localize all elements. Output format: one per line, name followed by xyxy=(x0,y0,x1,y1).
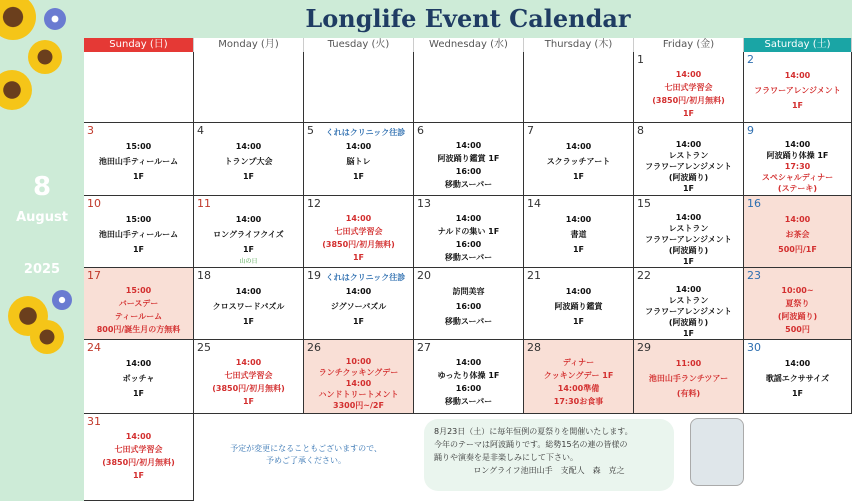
event-text xyxy=(84,284,193,336)
event-text xyxy=(304,284,413,329)
event-line: 七田式学習会 xyxy=(114,445,163,454)
event-line: (阿波踊り) xyxy=(668,246,709,255)
event-line: 17:30 xyxy=(784,162,811,171)
day-cell-21[interactable] xyxy=(524,268,634,340)
event-line: 15:00 xyxy=(125,215,152,224)
event-line: レストラン xyxy=(668,151,709,160)
event-line: 1F xyxy=(682,329,695,338)
weekday-friday: Friday (金) xyxy=(634,38,744,52)
day-cell-29[interactable] xyxy=(634,340,744,414)
day-number: 26 xyxy=(307,341,321,354)
day-cell-22[interactable] xyxy=(634,268,744,340)
event-line: 七田式学習会 xyxy=(664,83,713,92)
event-line: レストラン xyxy=(668,224,709,233)
weekday-wednesday: Wednesday (水) xyxy=(414,38,524,52)
event-text xyxy=(524,139,633,184)
day-cell-6[interactable] xyxy=(414,123,524,196)
weekday-tuesday: Tuesday (火) xyxy=(304,38,414,52)
message-line: 今年のテーマは阿波踊りです。総勢15名の連の皆様の xyxy=(434,440,628,449)
event-line: 500円/1F xyxy=(778,245,817,254)
event-line: 14:00 xyxy=(235,358,262,367)
event-line: 10:00~ xyxy=(781,286,814,295)
day-number: 10 xyxy=(87,197,101,210)
event-line: クロスワードパズル xyxy=(212,302,285,311)
event-line: フラワーアレンジメント xyxy=(754,86,841,95)
event-text xyxy=(524,284,633,329)
event-line: 1F xyxy=(572,172,585,181)
event-line: スペシャルディナー xyxy=(761,173,834,182)
event-line: ディナー xyxy=(562,358,595,367)
weekday-sunday: Sunday (日) xyxy=(84,38,194,52)
day-number: 22 xyxy=(637,269,651,282)
event-line: フラワーアレンジメント xyxy=(645,235,732,244)
day-number: 6 xyxy=(417,124,424,137)
event-line: (3850円/初月無料) xyxy=(212,384,285,393)
event-line: 移動スーパー xyxy=(444,253,493,262)
manager-photo xyxy=(690,418,744,486)
blue-flower-icon xyxy=(44,8,66,30)
event-text xyxy=(414,212,523,264)
day-cell-20[interactable] xyxy=(414,268,524,340)
event-line: 1F xyxy=(132,389,145,398)
event-text xyxy=(304,212,413,264)
event-line: 16:00 xyxy=(455,384,482,393)
event-line: 17:30お食事 xyxy=(553,397,604,406)
event-line: 14:00準備 xyxy=(557,384,600,393)
event-line: 歌謡エクササイズ xyxy=(765,374,830,383)
weekday-monday: Monday (月) xyxy=(194,38,304,52)
weekday-thursday: Thursday (木) xyxy=(524,38,634,52)
day-number: 29 xyxy=(637,341,651,354)
day-cell-16[interactable] xyxy=(744,196,852,268)
day-number: 7 xyxy=(527,124,534,137)
event-line: 14:00 xyxy=(345,142,372,151)
day-number: 21 xyxy=(527,269,541,282)
event-line: ハンドトリートメント xyxy=(318,390,399,399)
empty-cell xyxy=(744,414,852,501)
empty-cell xyxy=(84,52,194,123)
day-cell-10[interactable] xyxy=(84,196,194,268)
day-number: 1 xyxy=(637,53,644,66)
change-note-line: 予めご了承ください。 xyxy=(266,456,346,465)
event-text xyxy=(414,284,523,329)
event-text xyxy=(634,212,743,267)
day-number: 17 xyxy=(87,269,101,282)
event-line: 訪問美容 xyxy=(452,287,485,296)
event-line: (阿波踊り) xyxy=(668,318,709,327)
event-line: 池田山手ランチツアー xyxy=(648,374,729,383)
event-text xyxy=(84,356,193,401)
message-line: 8月23日（土）に毎年恒例の夏祭りを開催いたします。 xyxy=(434,427,633,436)
event-text xyxy=(194,284,303,329)
event-line: レストラン xyxy=(668,296,709,305)
event-line: (ステーキ) xyxy=(777,184,818,193)
weekday-saturday: Saturday (土) xyxy=(744,38,852,52)
day-number: 4 xyxy=(197,124,204,137)
day-number: 27 xyxy=(417,341,431,354)
event-text xyxy=(414,139,523,191)
day-cell-25[interactable] xyxy=(194,340,304,414)
event-line: 11:00 xyxy=(675,359,702,368)
event-line: スクラッチアート xyxy=(546,157,611,166)
event-text xyxy=(634,356,743,401)
event-text xyxy=(84,430,193,482)
event-text xyxy=(744,212,851,257)
event-line: 七田式学習会 xyxy=(224,371,273,380)
event-line: フラワーアレンジメント xyxy=(645,307,732,316)
event-line: 14:00 xyxy=(125,432,152,441)
event-line: 1F xyxy=(242,172,255,181)
event-line: 14:00 xyxy=(345,214,372,223)
event-line: 14:00 xyxy=(784,140,811,149)
day-number: 31 xyxy=(87,415,101,428)
event-line: バースデー xyxy=(118,299,159,308)
event-line: (有料) xyxy=(676,389,701,398)
event-line: 1F xyxy=(132,245,145,254)
empty-cell xyxy=(414,52,524,123)
event-line: 1F xyxy=(352,253,365,262)
event-line: 1F xyxy=(682,257,695,266)
day-number: 2 xyxy=(747,53,754,66)
event-line: 1F xyxy=(132,172,145,181)
clinic-note: くれはクリニック往診 xyxy=(325,128,406,137)
day-cell-23[interactable] xyxy=(744,268,852,340)
day-cell-13[interactable] xyxy=(414,196,524,268)
sunflower-icon xyxy=(30,320,64,354)
event-line: 14:00 xyxy=(235,142,262,151)
event-line: ナルドの集い 1F xyxy=(437,227,500,236)
empty-cell xyxy=(194,52,304,123)
day-number: 9 xyxy=(747,124,754,137)
event-line: 夏祭り xyxy=(785,299,810,308)
day-cell-18[interactable] xyxy=(194,268,304,340)
day-cell-7[interactable] xyxy=(524,123,634,196)
event-line: 1F xyxy=(242,397,255,406)
day-cell-19[interactable] xyxy=(304,268,414,340)
event-text xyxy=(744,68,851,113)
event-line: 1F xyxy=(682,184,695,193)
event-line: ランチクッキングデー xyxy=(318,368,399,377)
event-line: 1F xyxy=(132,471,145,480)
day-number: 30 xyxy=(747,341,761,354)
empty-cell xyxy=(304,52,414,123)
clinic-note: くれはクリニック往診 xyxy=(325,273,406,282)
event-line: 阿波踊り鑑賞 1F xyxy=(437,154,500,163)
day-cell-1[interactable] xyxy=(634,52,744,123)
event-line: ジグソーパズル xyxy=(330,302,387,311)
event-line: (阿波踊り) xyxy=(777,312,818,321)
event-line: 書道 xyxy=(570,230,587,239)
event-text xyxy=(194,356,303,408)
event-line: 1F xyxy=(242,245,255,254)
day-cell-4[interactable] xyxy=(194,123,304,196)
day-number: 16 xyxy=(747,197,761,210)
event-line: 七田式学習会 xyxy=(334,227,383,236)
event-text xyxy=(524,212,633,257)
event-line: 移動スーパー xyxy=(444,317,493,326)
event-line: 1F xyxy=(791,101,804,110)
event-line: 15:00 xyxy=(125,142,152,151)
day-number: 20 xyxy=(417,269,431,282)
day-cell-28[interactable] xyxy=(524,340,634,414)
holiday-label: 山の日 xyxy=(239,258,258,265)
event-line: 14:00 xyxy=(675,140,702,149)
event-text xyxy=(744,356,851,401)
event-line: 1F xyxy=(242,317,255,326)
event-line: 14:00 xyxy=(455,141,482,150)
event-line: クッキングデー 1F xyxy=(543,371,614,380)
event-line: 14:00 xyxy=(565,287,592,296)
event-line: 1F xyxy=(352,317,365,326)
event-line: フラワーアレンジメント xyxy=(645,162,732,171)
day-cell-5[interactable] xyxy=(304,123,414,196)
event-text xyxy=(304,139,413,184)
event-line: 池田山手ティールーム xyxy=(98,157,179,166)
side-month: August xyxy=(16,210,68,225)
event-line: 1F xyxy=(352,172,365,181)
day-number: 13 xyxy=(417,197,431,210)
day-number: 19 xyxy=(307,269,321,282)
day-cell-2[interactable] xyxy=(744,52,852,123)
sunflower-icon xyxy=(0,0,36,40)
page-title: Longlife Event Calendar xyxy=(84,0,852,38)
message-bubble xyxy=(424,419,674,491)
event-line: 500円 xyxy=(785,325,810,334)
day-cell-9[interactable] xyxy=(744,123,852,196)
day-number: 14 xyxy=(527,197,541,210)
event-line: 1F xyxy=(791,389,804,398)
event-text xyxy=(194,212,303,257)
day-number: 5 xyxy=(307,124,314,137)
event-line: 移動スーパー xyxy=(444,180,493,189)
day-number: 11 xyxy=(197,197,211,210)
day-cell-3[interactable] xyxy=(84,123,194,196)
event-line: 14:00 xyxy=(235,287,262,296)
event-line: 14:00 xyxy=(784,359,811,368)
event-line: 1F xyxy=(572,317,585,326)
message-signature: ロングライフ池田山手 支配人 森 克之 xyxy=(473,466,625,475)
day-number: 24 xyxy=(87,341,101,354)
side-decoration xyxy=(0,0,84,501)
event-line: 14:00 xyxy=(125,359,152,368)
event-line: 14:00 xyxy=(675,70,702,79)
day-cell-15[interactable] xyxy=(634,196,744,268)
change-note xyxy=(196,443,416,467)
event-line: 14:00 xyxy=(455,358,482,367)
event-line: 14:00 xyxy=(784,71,811,80)
event-line: 3300円~/2F xyxy=(333,401,384,410)
event-line: 14:00 xyxy=(675,213,702,222)
event-line: 14:00 xyxy=(345,287,372,296)
side-day: 8 xyxy=(32,172,52,202)
event-text xyxy=(304,356,413,411)
event-line: 16:00 xyxy=(455,167,482,176)
event-text xyxy=(634,68,743,120)
event-line: 池田山手ティールーム xyxy=(98,230,179,239)
event-line: 16:00 xyxy=(455,302,482,311)
sunflower-icon xyxy=(0,70,32,110)
event-text xyxy=(744,139,851,194)
side-year: 2025 xyxy=(23,262,61,277)
event-line: 800円/誕生月の方無料 xyxy=(96,325,181,334)
event-line: 16:00 xyxy=(455,240,482,249)
event-line: ロングライフクイズ xyxy=(213,230,284,239)
event-line: 14:00 xyxy=(784,215,811,224)
event-line: 14:00 xyxy=(235,215,262,224)
empty-cell xyxy=(524,52,634,123)
day-number: 18 xyxy=(197,269,211,282)
event-line: ティールーム xyxy=(114,312,163,321)
day-number: 3 xyxy=(87,124,94,137)
event-line: 1F xyxy=(682,109,695,118)
event-line: (阿波踊り) xyxy=(668,173,709,182)
day-cell-17[interactable] xyxy=(84,268,194,340)
day-cell-27[interactable] xyxy=(414,340,524,414)
event-line: (3850円/初月無料) xyxy=(652,96,725,105)
day-cell-12[interactable] xyxy=(304,196,414,268)
day-cell-14[interactable] xyxy=(524,196,634,268)
event-line: 移動スーパー xyxy=(444,397,493,406)
event-line: 14:00 xyxy=(565,142,592,151)
day-cell-24[interactable] xyxy=(84,340,194,414)
event-text xyxy=(84,139,193,184)
event-text xyxy=(744,284,851,336)
event-text xyxy=(634,284,743,339)
event-line: 14:00 xyxy=(675,285,702,294)
day-number: 8 xyxy=(637,124,644,137)
blue-flower-icon xyxy=(52,290,72,310)
event-line: 14:00 xyxy=(565,215,592,224)
event-text xyxy=(524,356,633,408)
event-line: 15:00 xyxy=(125,286,152,295)
day-cell-30[interactable] xyxy=(744,340,852,414)
event-text xyxy=(634,139,743,194)
event-line: ボッチャ xyxy=(122,374,155,383)
event-line: 阿波踊り鑑賞 xyxy=(554,302,603,311)
event-line: 阿波踊り体操 1F xyxy=(766,151,829,160)
event-text xyxy=(194,139,303,184)
day-number: 25 xyxy=(197,341,211,354)
day-number: 28 xyxy=(527,341,541,354)
change-note-line: 予定が変更になることもございますので、 xyxy=(230,444,382,453)
event-text xyxy=(414,356,523,408)
event-line: 14:00 xyxy=(455,214,482,223)
day-cell-8[interactable] xyxy=(634,123,744,196)
day-number: 15 xyxy=(637,197,651,210)
event-line: 10:00 xyxy=(345,357,372,366)
event-line: トランプ大会 xyxy=(224,157,273,166)
event-line: 14:00 xyxy=(345,379,372,388)
sunflower-icon xyxy=(28,40,62,74)
event-line: 脳トレ xyxy=(346,157,371,166)
day-cell-31[interactable] xyxy=(84,414,194,501)
event-line: (3850円/初月無料) xyxy=(322,240,395,249)
day-cell-11[interactable] xyxy=(194,196,304,268)
event-line: 1F xyxy=(572,245,585,254)
day-cell-26[interactable] xyxy=(304,340,414,414)
event-line: (3850円/初月無料) xyxy=(102,458,175,467)
event-line: ゆったり体操 1F xyxy=(437,371,500,380)
message-line: 踊りや演奏を是非楽しみにして下さい。 xyxy=(434,453,578,462)
event-line: お茶会 xyxy=(785,230,810,239)
day-number: 23 xyxy=(747,269,761,282)
day-number: 12 xyxy=(307,197,321,210)
event-text xyxy=(84,212,193,257)
